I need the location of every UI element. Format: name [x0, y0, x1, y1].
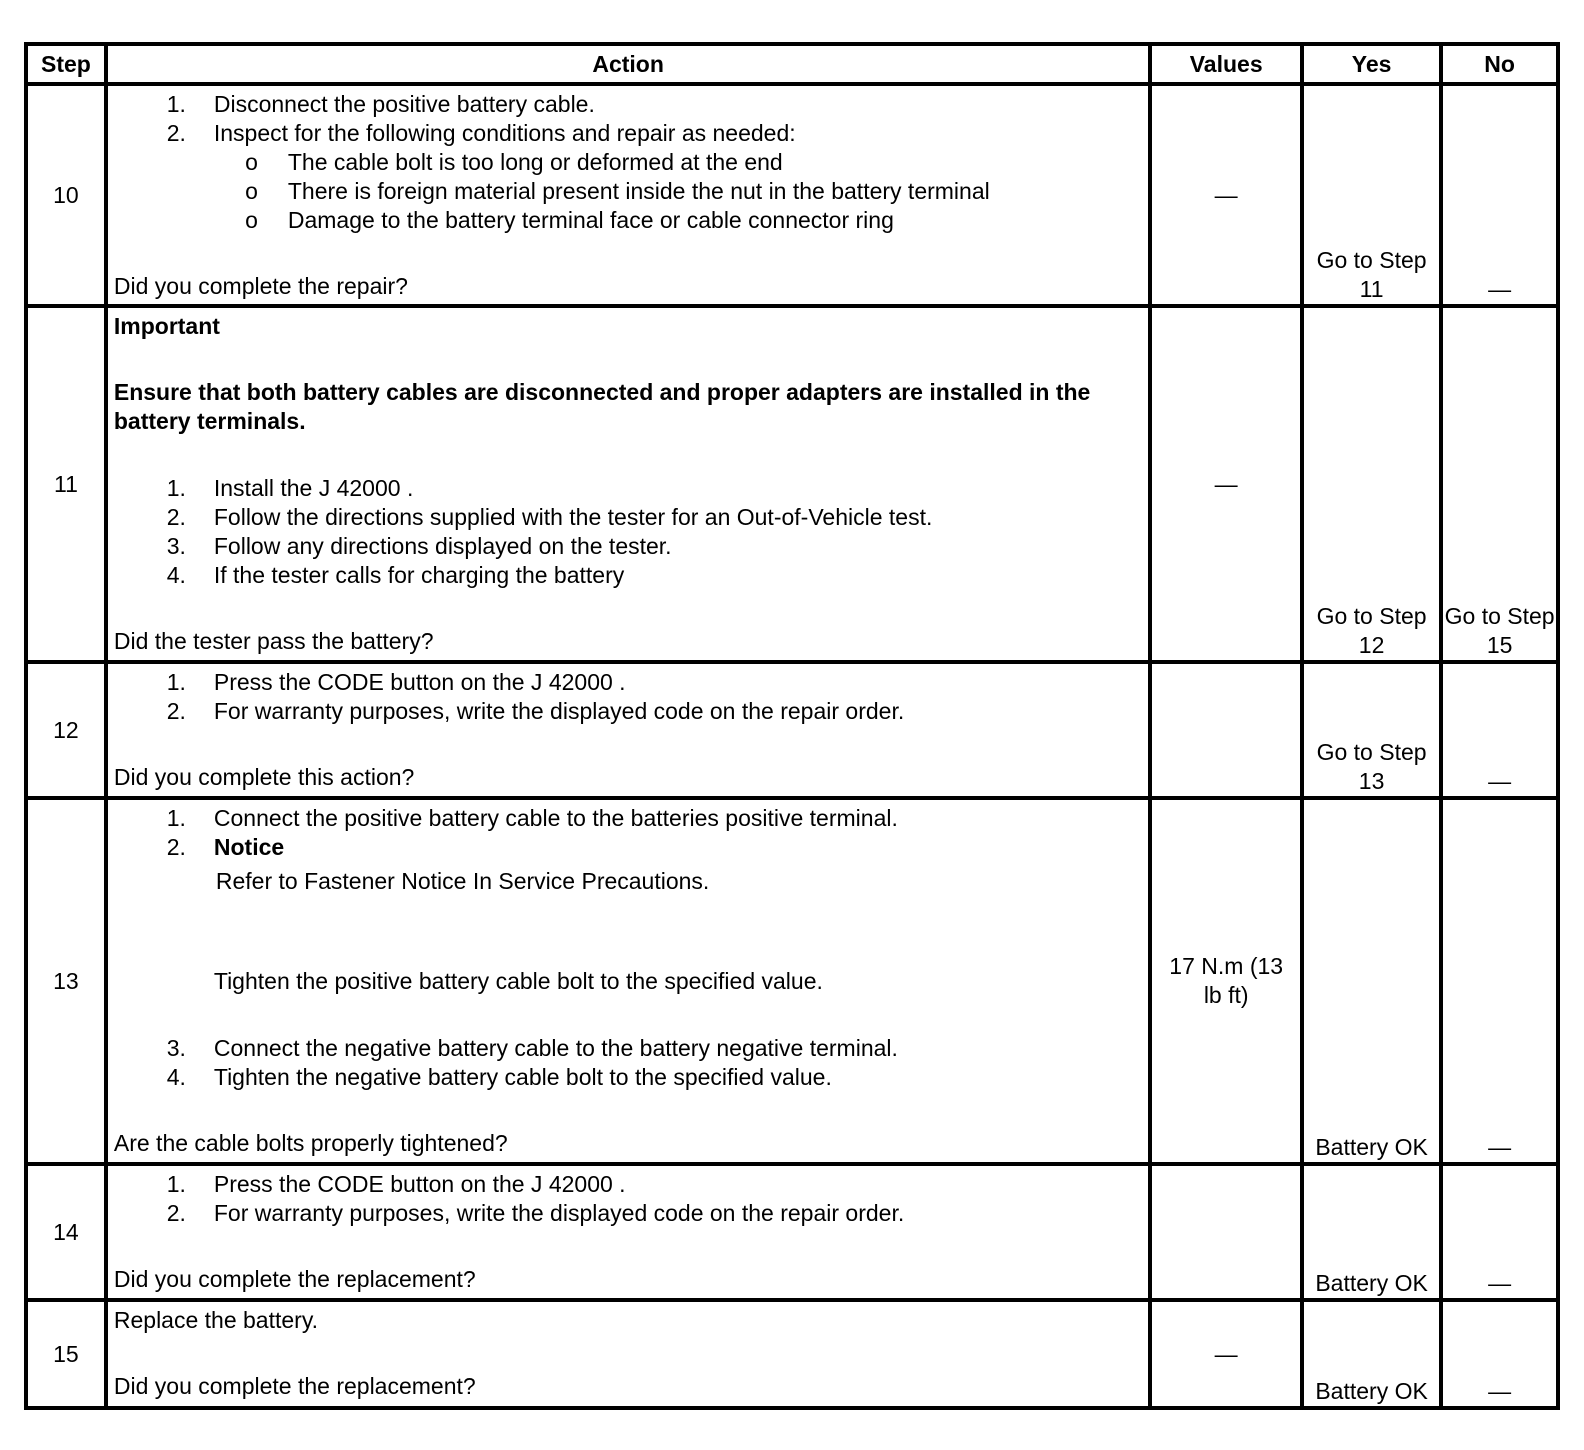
no-cell: — [1441, 1164, 1558, 1300]
step-number: 13 [26, 798, 106, 1164]
yes-cell: Go to Step 11 [1302, 84, 1441, 306]
no-cell: — [1441, 84, 1558, 306]
action-item: 2. Inspect for the following conditions and repair as needed: [166, 120, 796, 146]
important-title: Important [113, 313, 220, 339]
action-item: 4. If the tester calls for charging the battery [166, 562, 625, 588]
values-cell [1150, 662, 1302, 798]
condition-item: o Damage to the battery terminal face or cable connector ring [245, 207, 894, 233]
action-item: 2. For warranty purposes, write the displayed code on the repair order. [166, 1200, 905, 1226]
action-item: 1. Connect the positive battery cable to the batteries positive terminal. [166, 805, 898, 831]
values-cell: — [1150, 306, 1302, 662]
action-cell [106, 662, 1151, 798]
values-cell: 17 N.m (13 lb ft) [1150, 798, 1302, 1164]
action-item: 3. Connect the negative battery cable to the battery negative terminal. [166, 1035, 898, 1061]
step-row-12 [26, 662, 1558, 798]
step-number: 15 [26, 1300, 106, 1408]
step-number: 11 [26, 306, 106, 662]
action-cell [106, 1300, 1151, 1408]
header-yes: Yes [1302, 44, 1441, 84]
header-row [26, 44, 1558, 84]
header-no: No [1441, 44, 1558, 84]
step-number: 10 [26, 84, 106, 306]
condition-item: o There is foreign material present inside the nut in the battery terminal [245, 178, 990, 204]
action-item: 2. Notice [166, 834, 285, 860]
step-row-11 [26, 306, 1558, 662]
notice-text: Refer to Fastener Notice In Service Precautions. [215, 868, 710, 894]
yes-cell: Battery OK [1302, 1300, 1441, 1408]
action-item: 1. Press the CODE button on the J 42000 . [166, 669, 626, 695]
action-item: 4. Tighten the negative battery cable bolt to the specified value. [166, 1064, 832, 1090]
header-step: Step [26, 44, 106, 84]
action-item: 1. Install the J 42000 . [166, 475, 414, 501]
yes-cell: Battery OK [1302, 798, 1441, 1164]
condition-item: o The cable bolt is too long or deformed at the end [245, 149, 783, 175]
no-cell: — [1441, 1300, 1558, 1408]
action-question: Did you complete the repair? [113, 273, 408, 299]
step-row-15 [26, 1300, 1558, 1408]
action-text: Replace the battery. [113, 1307, 319, 1333]
action-question: Did the tester pass the battery? [113, 628, 434, 654]
values-cell: — [1150, 1300, 1302, 1408]
action-question: Did you complete this action? [113, 764, 415, 790]
step-number: 14 [26, 1164, 106, 1300]
values-cell: — [1150, 84, 1302, 306]
tighten-text: Tighten the positive battery cable bolt to the specified value. [213, 968, 823, 994]
action-item: 1. Press the CODE button on the J 42000 . [166, 1171, 626, 1197]
step-row-13 [26, 798, 1558, 1164]
no-cell: Go to Step 15 [1441, 306, 1558, 662]
no-cell: — [1441, 662, 1558, 798]
important-text: Ensure that both battery cables are disconnected and proper adapters are installed in the battery terminals. [113, 379, 1091, 434]
yes-cell: Battery OK [1302, 1164, 1441, 1300]
header-action: Action [106, 44, 1151, 84]
values-cell [1150, 1164, 1302, 1300]
action-cell [106, 306, 1151, 662]
step-row-14 [26, 1164, 1558, 1300]
action-cell [106, 84, 1151, 306]
step-row-10 [26, 84, 1558, 306]
step-number: 12 [26, 662, 106, 798]
diagnostic-table [24, 42, 1560, 1410]
action-cell [106, 1164, 1151, 1300]
header-values: Values [1150, 44, 1302, 84]
action-item: 3. Follow any directions displayed on the tester. [166, 533, 672, 559]
action-item: 2. For warranty purposes, write the displayed code on the repair order. [166, 698, 905, 724]
action-question: Did you complete the replacement? [113, 1373, 476, 1399]
yes-cell: Go to Step 13 [1302, 662, 1441, 798]
yes-cell: Go to Step 12 [1302, 306, 1441, 662]
no-cell: — [1441, 798, 1558, 1164]
action-cell [106, 798, 1151, 1164]
action-question: Did you complete the replacement? [113, 1266, 476, 1292]
action-item: 2. Follow the directions supplied with the tester for an Out-of-Vehicle test. [166, 504, 933, 530]
action-question: Are the cable bolts properly tightened? [113, 1130, 508, 1156]
action-item: 1. Disconnect the positive battery cable. [166, 91, 595, 117]
